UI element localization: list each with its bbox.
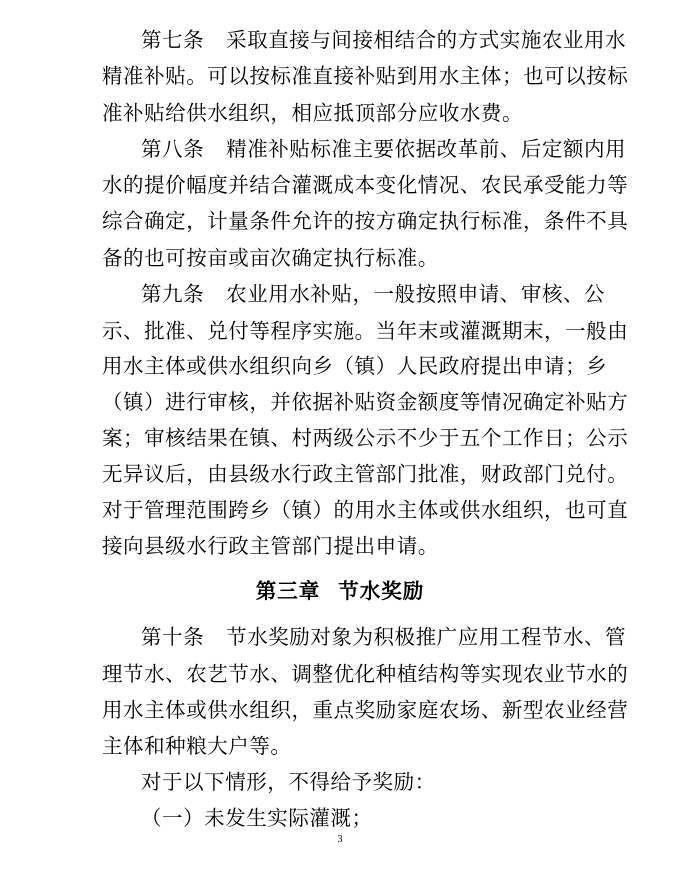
article-8-line-3: 综合确定，计量条件允许的按方确定执行标准，条件不具 <box>102 209 629 233</box>
article-9-line-3: 用水主体或供水组织向乡（镇）人民政府提出申请；乡 <box>102 354 608 378</box>
article-7-line-1: 第七条 采取直接与间接相结合的方式实施农业用水 <box>141 28 627 52</box>
article-9-label: 第九条 <box>141 282 205 306</box>
article-9-line-1: 第九条 农业用水补贴，一般按照申请、审核、公 <box>141 282 606 306</box>
article-9-line-8: 接向县级水行政主管部门提出申请。 <box>102 534 439 558</box>
article-7-line-2: 精准补贴。可以按标准直接补贴到用水主体；也可以按标 <box>102 64 629 88</box>
article-10-line-2: 理节水、农艺节水、调整优化种植结构等实现农业节水的 <box>102 662 629 686</box>
page-number: 3 <box>337 834 343 845</box>
chapter-label: 第三章 <box>255 579 321 603</box>
article-7-line-3: 准补贴给供水组织，相应抵顶部分应收水费。 <box>102 101 523 125</box>
article-9-line-2: 示、批准、兑付等程序实施。当年末或灌溉期末，一般由 <box>102 319 629 343</box>
article-10-line-4: 主体和种粮大户等。 <box>102 734 292 758</box>
article-8-label: 第八条 <box>141 137 205 161</box>
exclusions-intro: 对于以下情形，不得给予奖励： <box>141 770 436 794</box>
article-9-line-4: （镇）进行审核，并依据补贴资金额度等情况确定补贴方 <box>102 390 629 414</box>
article-10-label: 第十条 <box>141 625 205 649</box>
exclusions-item-1: （一）未发生实际灌溉； <box>141 806 373 830</box>
article-8-line-2: 水的提价幅度并结合灌溉成本变化情况、农民承受能力等 <box>102 173 629 197</box>
article-7-label: 第七条 <box>141 28 205 52</box>
article-9-line-7: 对于管理范围跨乡（镇）的用水主体或供水组织，也可直 <box>102 498 629 522</box>
chapter-title: 节水奖励 <box>338 579 425 603</box>
chapter-heading <box>0 577 680 605</box>
article-9-line-5: 案；审核结果在镇、村两级公示不少于五个工作日；公示 <box>102 426 629 450</box>
article-10-line-1: 第十条 节水奖励对象为积极推广应用工程节水、管 <box>141 625 627 649</box>
article-10-line-3: 用水主体或供水组织，重点奖励家庭农场、新型农业经营 <box>102 698 629 722</box>
article-8-line-4: 备的也可按亩或亩次确定执行标准。 <box>102 246 439 270</box>
article-9-line-6: 无异议后，由县级水行政主管部门批准，财政部门兑付。 <box>102 462 629 486</box>
article-8-line-1: 第八条 精准补贴标准主要依据改革前、后定额内用 <box>141 137 627 161</box>
